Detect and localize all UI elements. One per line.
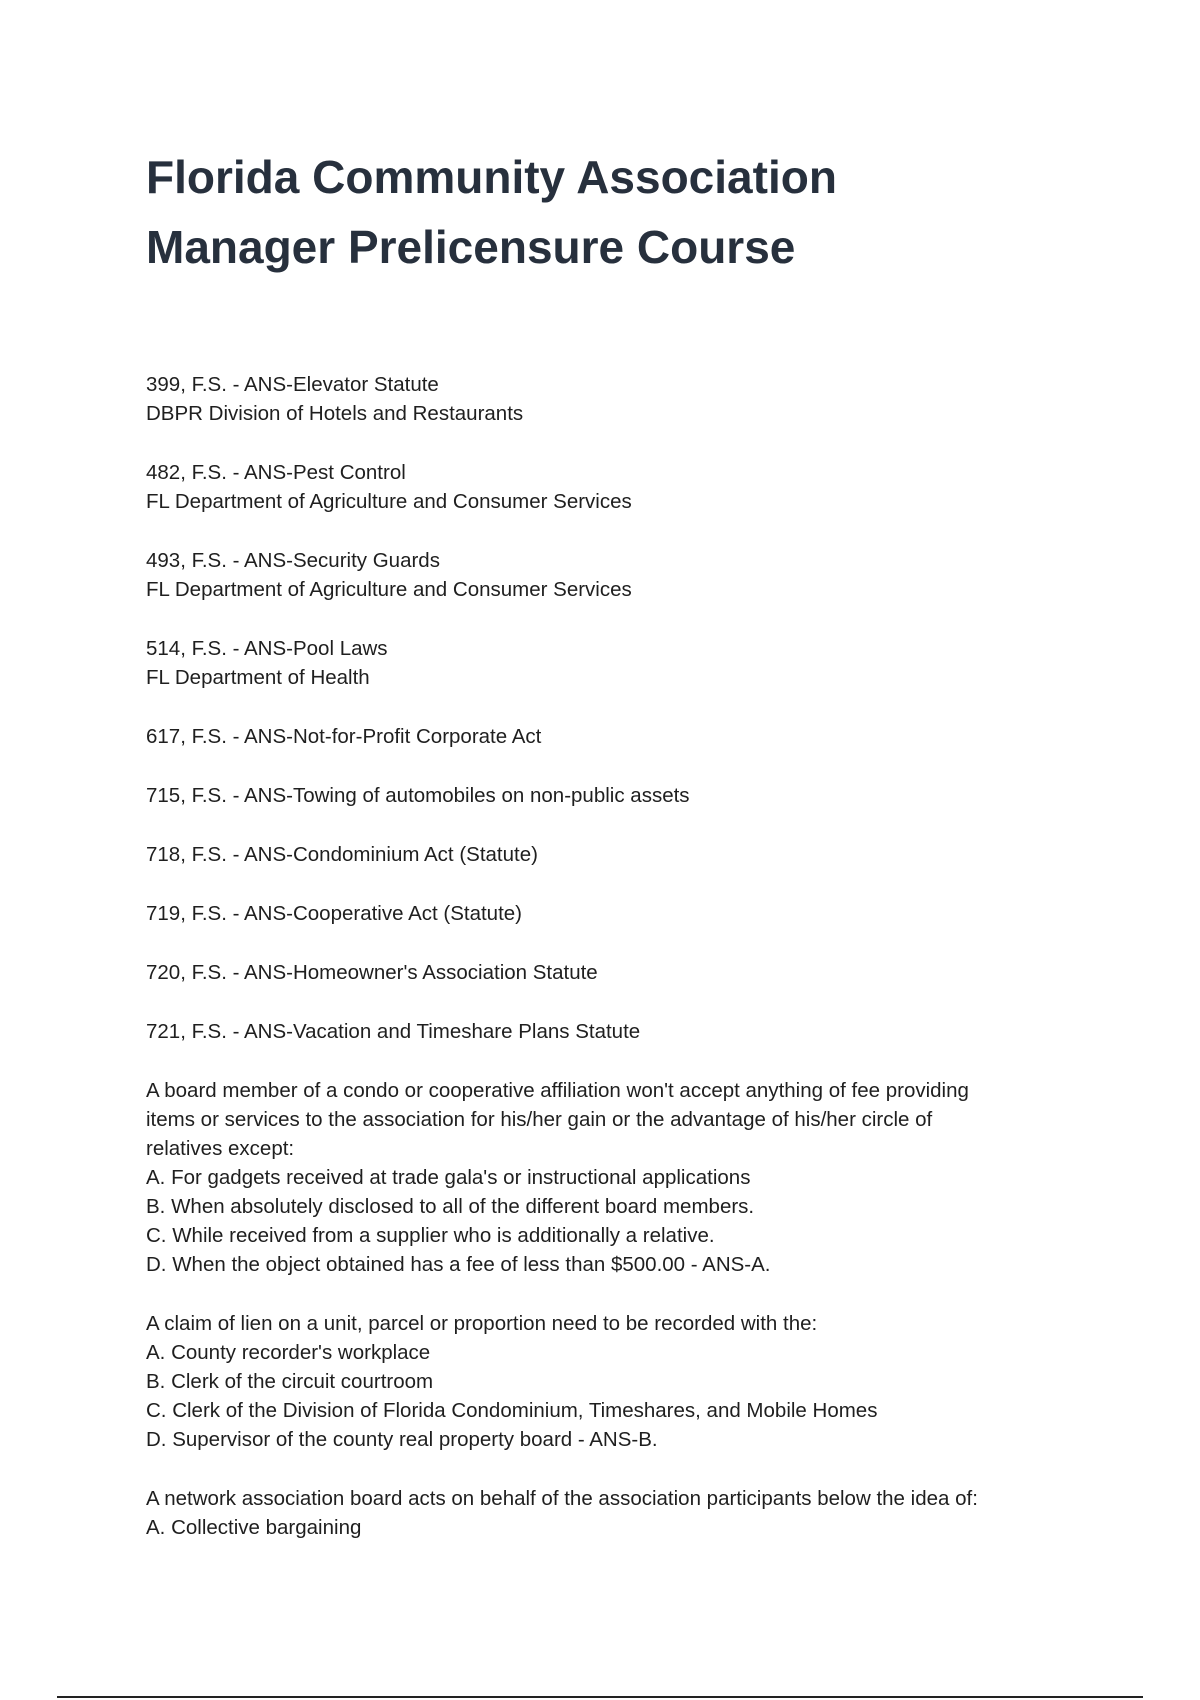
entry-line: FL Department of Agriculture and Consumer Services <box>146 578 632 601</box>
page-bottom-rule <box>57 1696 1143 1698</box>
entry-line: FL Department of Agriculture and Consumer Services <box>146 490 632 513</box>
qa-entry <box>146 958 1066 987</box>
document-body <box>146 370 1066 1572</box>
entry-line: A. For gadgets received at trade gala's or instructional applications <box>146 1166 751 1189</box>
entry-line: 514, F.S. - ANS-Pool Laws <box>146 637 388 660</box>
entry-line: A. Collective bargaining <box>146 1516 362 1539</box>
entry-line: 720, F.S. - ANS-Homeowner's Association Statute <box>146 961 598 984</box>
qa-entry <box>146 899 1066 928</box>
qa-entry <box>146 840 1066 869</box>
entry-line: D. When the object obtained has a fee of less than $500.00 - ANS-A. <box>146 1253 771 1276</box>
entry-line: A board member of a condo or cooperative affiliation won't accept anything of fee providing <box>146 1079 969 1102</box>
entry-line: FL Department of Health <box>146 666 370 689</box>
entry-line: A. County recorder's workplace <box>146 1341 431 1364</box>
title-line: Manager Prelicensure Course <box>146 221 796 273</box>
title-line: Florida Community Association <box>146 151 837 203</box>
qa-entry <box>146 781 1066 810</box>
entry-line: C. Clerk of the Division of Florida Condominium, Timeshares, and Mobile Homes <box>146 1399 878 1422</box>
entry-line: B. When absolutely disclosed to all of the different board members. <box>146 1195 755 1218</box>
qa-entry <box>146 370 1066 428</box>
entry-line: 482, F.S. - ANS-Pest Control <box>146 461 406 484</box>
entry-line: 715, F.S. - ANS-Towing of automobiles on non-public assets <box>146 784 690 807</box>
entry-line: 718, F.S. - ANS-Condominium Act (Statute) <box>146 843 538 866</box>
entry-line: relatives except: <box>146 1137 295 1160</box>
entry-line: 719, F.S. - ANS-Cooperative Act (Statute) <box>146 902 523 925</box>
qa-entry <box>146 1484 1066 1542</box>
entry-line: A claim of lien on a unit, parcel or proportion need to be recorded with the: <box>146 1312 818 1335</box>
entry-line: 617, F.S. - ANS-Not-for-Profit Corporate Act <box>146 725 542 748</box>
entry-line: 493, F.S. - ANS-Security Guards <box>146 549 440 572</box>
qa-entry <box>146 458 1066 516</box>
entry-line: items or services to the association for his/her gain or the advantage of his/her circle of <box>146 1108 933 1131</box>
qa-entry <box>146 1076 1066 1279</box>
qa-entry <box>146 1309 1066 1454</box>
document-title <box>146 142 1046 282</box>
entry-line: D. Supervisor of the county real property board - ANS-B. <box>146 1428 658 1451</box>
qa-entry <box>146 546 1066 604</box>
entry-line: C. While received from a supplier who is additionally a relative. <box>146 1224 715 1247</box>
entry-line: B. Clerk of the circuit courtroom <box>146 1370 434 1393</box>
entry-line: DBPR Division of Hotels and Restaurants <box>146 402 524 425</box>
entry-line: 721, F.S. - ANS-Vacation and Timeshare Plans Statute <box>146 1020 641 1043</box>
qa-entry <box>146 1017 1066 1046</box>
entry-line: 399, F.S. - ANS-Elevator Statute <box>146 373 439 396</box>
qa-entry <box>146 722 1066 751</box>
entry-line: A network association board acts on behalf of the association participants below the idea of: <box>146 1487 978 1510</box>
qa-entry <box>146 634 1066 692</box>
